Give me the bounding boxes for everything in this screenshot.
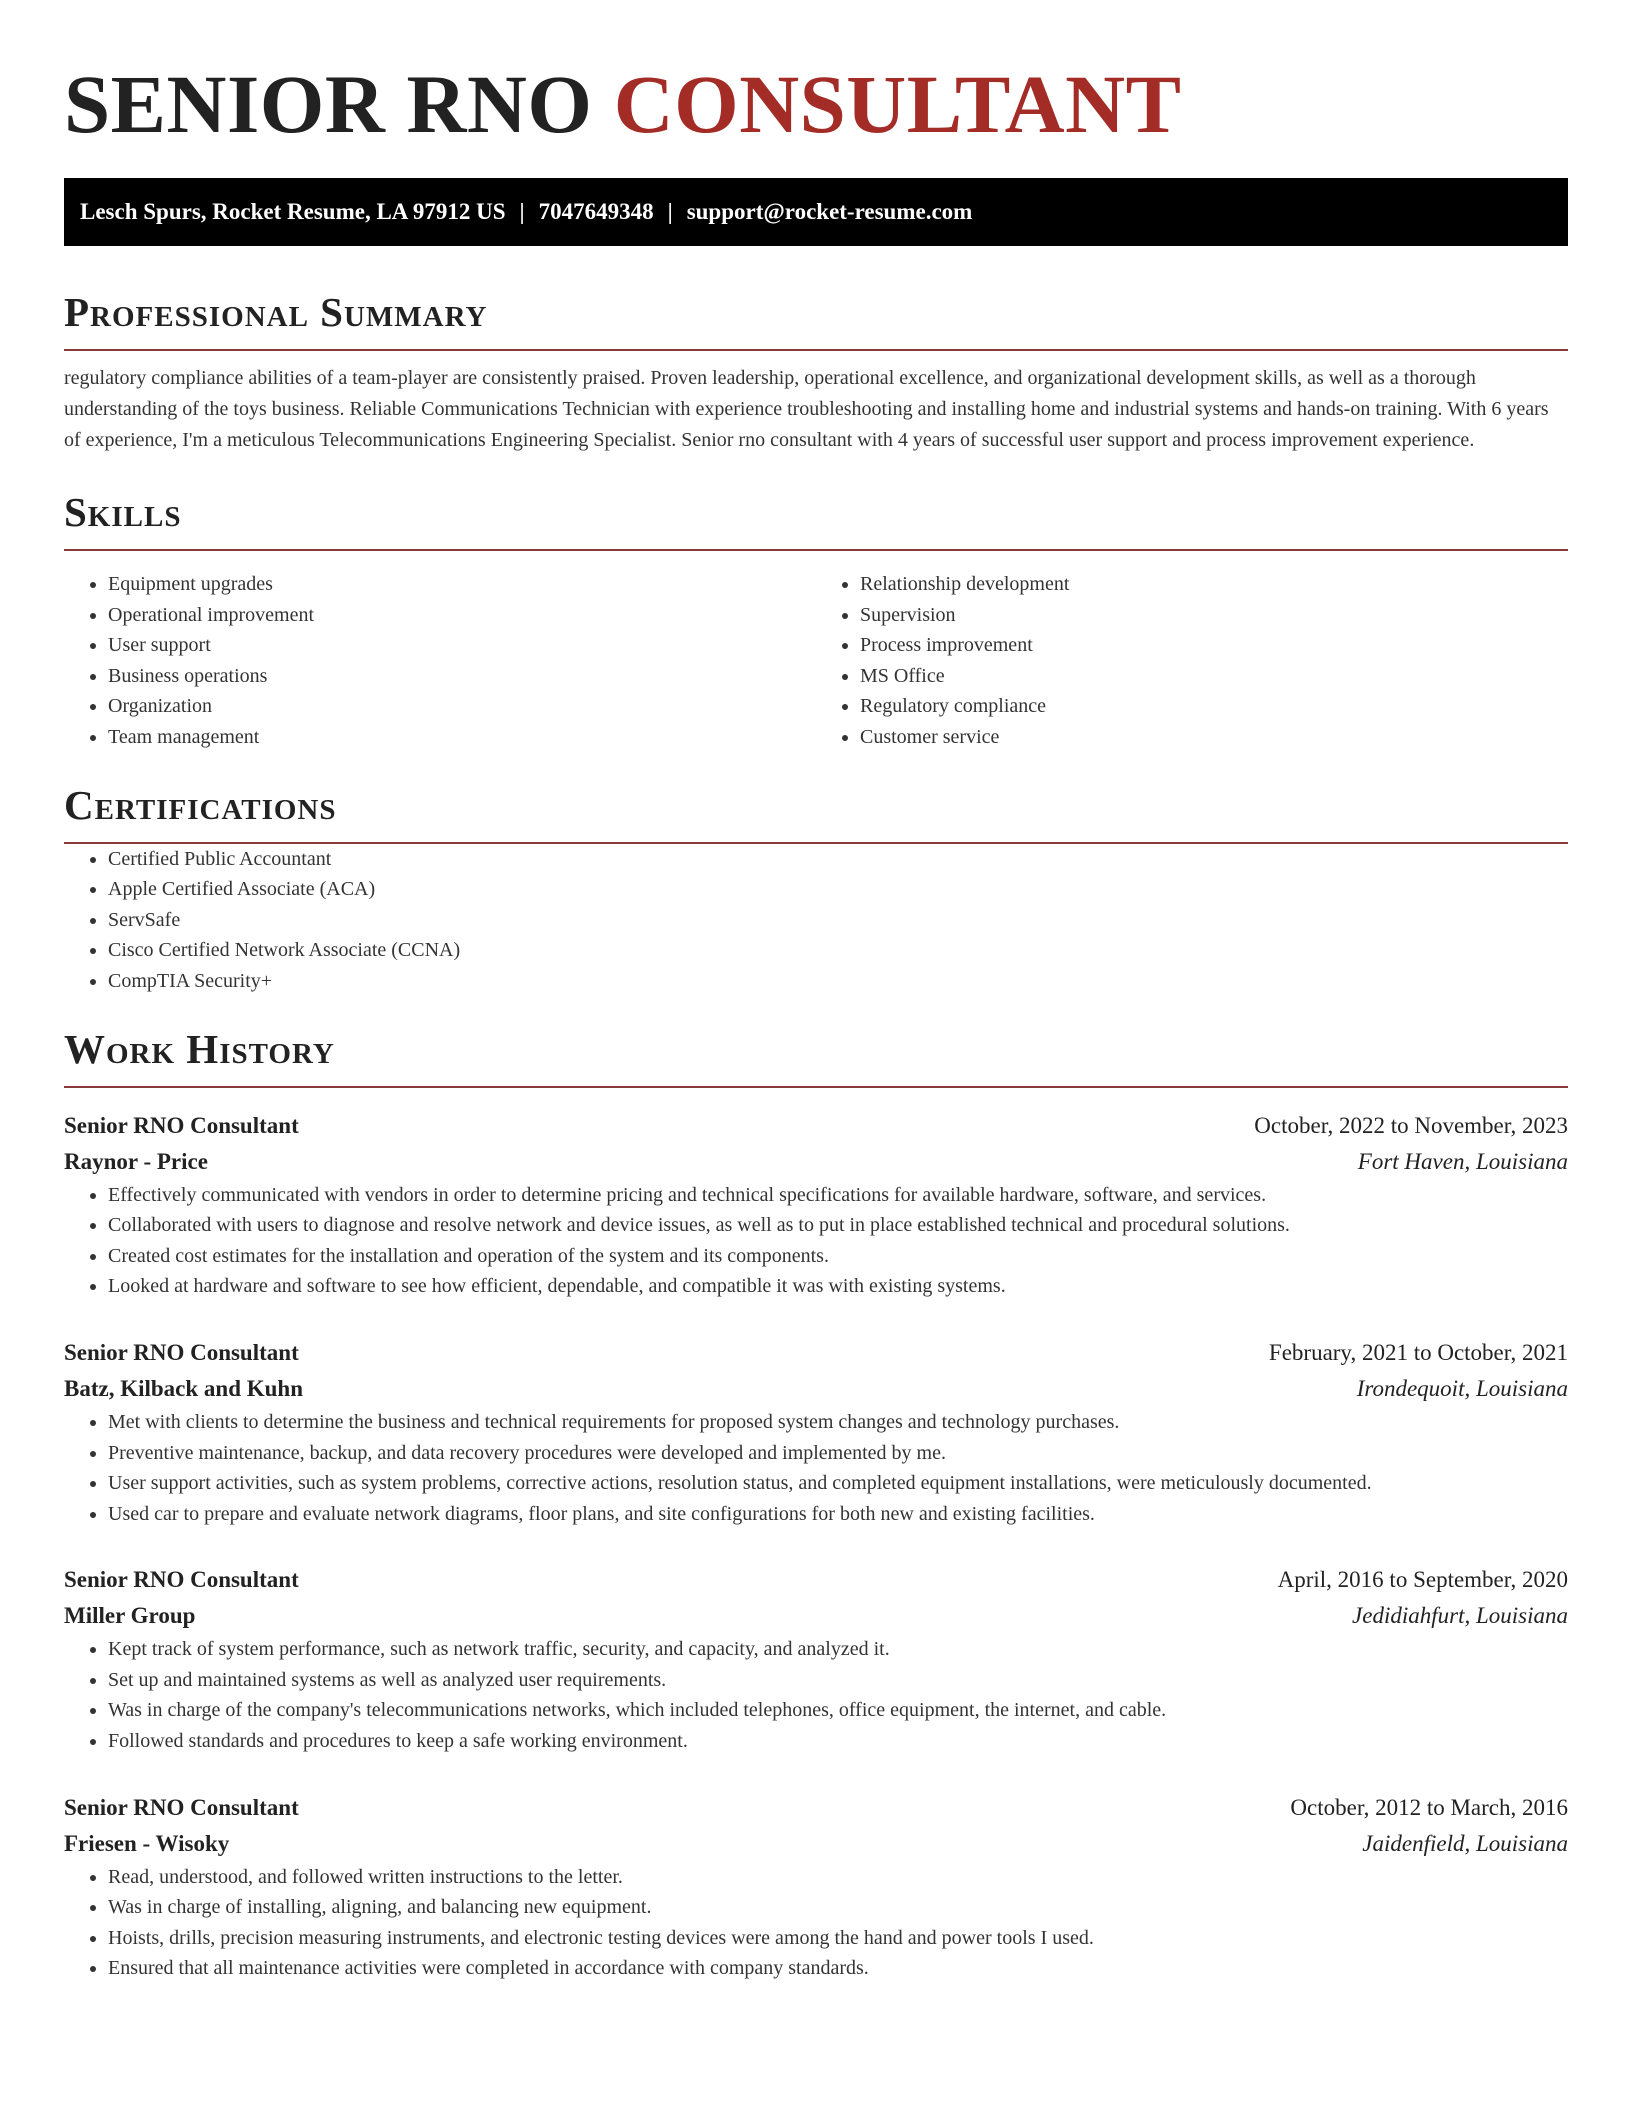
job-bullet: • Hoists, drills, precision measuring instruments, and electronic testing devices were among the hand and power tools I used. [108, 1923, 1568, 1954]
contact-separator: | [667, 199, 673, 224]
section-divider [64, 1086, 1568, 1088]
job-location: Jaidenfield, Louisiana [1362, 1830, 1568, 1856]
skill-item: • Operational improvement [108, 600, 816, 631]
job-dates: February, 2021 to October, 2021 [1268, 1339, 1568, 1365]
contact-phone: 7047649348 [538, 199, 654, 224]
section-divider [64, 549, 1568, 551]
job-bullet: • Followed standards and procedures to keep a safe working environment. [108, 1726, 1568, 1757]
job-bullet: • Looked at hardware and software to see how efficient, dependable, and compatible it was with existing systems. [108, 1271, 1568, 1302]
job-entry [64, 1108, 1568, 1302]
page-title [64, 0, 1568, 152]
job-entry [64, 1790, 1568, 1984]
skill-item: • Team management [108, 722, 816, 753]
job-company: Raynor - Price [64, 1148, 208, 1174]
contact-bar [64, 178, 1568, 246]
job-bullet: • Read, understood, and followed written instructions to the letter. [108, 1862, 1568, 1893]
section-title-summary: Professional Summary [64, 289, 488, 335]
job-bullets [64, 1634, 1568, 1756]
skill-item: • User support [108, 630, 816, 661]
job-bullet: • Collaborated with users to diagnose and resolve network and device issues, as well as to put in place established technical and procedural solutions. [108, 1210, 1568, 1241]
certification-item: • Cisco Certified Network Associate (CCNA) [108, 935, 1568, 966]
job-bullet: • Effectively communicated with vendors in order to determine pricing and technical specifications for available hardware, software, and services. [108, 1180, 1568, 1211]
certification-item: • CompTIA Security+ [108, 966, 1568, 997]
skills-list-left [64, 569, 816, 753]
job-bullet: • Created cost estimates for the installation and operation of the system and its components. [108, 1241, 1568, 1272]
job-title: Senior RNO Consultant [64, 1794, 299, 1820]
job-bullet: • Met with clients to determine the business and technical requirements for proposed system changes and technology purchases. [108, 1407, 1568, 1438]
contact-email[interactable]: support@rocket-resume.com [686, 199, 973, 224]
section-divider [64, 349, 1568, 351]
skill-item: • Regulatory compliance [860, 691, 1568, 722]
job-bullet: • User support activities, such as system problems, corrective actions, resolution status, and completed equipment installations, were meticulously documented. [108, 1468, 1568, 1499]
job-bullet: • Was in charge of the company's telecommunications networks, which included telephones, office equipment, the internet, and cable. [108, 1695, 1568, 1726]
certifications-list [64, 844, 1568, 997]
skill-item: • Organization [108, 691, 816, 722]
job-dates: October, 2022 to November, 2023 [1254, 1112, 1568, 1138]
skill-item: • Equipment upgrades [108, 569, 816, 600]
summary-text: regulatory compliance abilities of a team-player are consistently praised. Proven leadership, operational excellence, and organizational development skills, as well as a thorough understanding of the toys business. Reliable Communications Technician with experience troubleshooting and installing home and industrial systems and hands-on training. With 6 years of experience, I'm a meticulous Telecommunications Engineering Specialist. Senior rno consultant with 4 years of successful user support and process improvement experience. [64, 367, 1549, 451]
certification-item: • Apple Certified Associate (ACA) [108, 874, 1568, 905]
skill-item: • MS Office [860, 661, 1568, 692]
section-title-skills: Skills [64, 489, 182, 535]
job-location: Jedidiahfurt, Louisiana [1352, 1603, 1568, 1629]
skills-list-right [816, 569, 1568, 753]
job-entry [64, 1335, 1568, 1529]
job-company: Friesen - Wisoky [64, 1830, 230, 1856]
job-title: Senior RNO Consultant [64, 1112, 299, 1138]
job-company: Miller Group [64, 1603, 196, 1629]
job-location: Irondequoit, Louisiana [1356, 1375, 1568, 1401]
job-bullet: • Ensured that all maintenance activities were completed in accordance with company standards. [108, 1953, 1568, 1984]
certification-item: • Certified Public Accountant [108, 844, 1568, 875]
name-first: SENIOR RNO [64, 58, 593, 150]
job-location: Fort Haven, Louisiana [1357, 1148, 1568, 1174]
skill-item: • Process improvement [860, 630, 1568, 661]
name-accent: CONSULTANT [613, 58, 1182, 150]
job-title: Senior RNO Consultant [64, 1567, 299, 1593]
job-bullet: • Preventive maintenance, backup, and data recovery procedures were developed and implemented by me. [108, 1438, 1568, 1469]
skill-item: • Customer service [860, 722, 1568, 753]
job-bullets [64, 1180, 1568, 1302]
job-bullets [64, 1407, 1568, 1529]
section-title-work-history: Work History [64, 1025, 335, 1072]
contact-separator: | [519, 199, 525, 224]
job-bullet: • Was in charge of installing, aligning, and balancing new equipment. [108, 1892, 1568, 1923]
contact-address: Lesch Spurs, Rocket Resume, LA 97912 US [80, 199, 506, 224]
job-bullet: • Kept track of system performance, such as network traffic, security, and capacity, and analyzed it. [108, 1634, 1568, 1665]
skill-item: • Relationship development [860, 569, 1568, 600]
skill-item: • Business operations [108, 661, 816, 692]
certification-item: • ServSafe [108, 905, 1568, 936]
skills-columns [64, 569, 1568, 753]
job-bullet: • Used car to prepare and evaluate network diagrams, floor plans, and site configurations for both new and existing facilities. [108, 1499, 1568, 1530]
job-bullets [64, 1862, 1568, 1984]
skill-item: • Supervision [860, 600, 1568, 631]
job-company: Batz, Kilback and Kuhn [64, 1375, 304, 1401]
job-title: Senior RNO Consultant [64, 1339, 299, 1365]
job-entry [64, 1562, 1568, 1756]
job-bullet: • Set up and maintained systems as well as analyzed user requirements. [108, 1665, 1568, 1696]
job-dates: April, 2016 to September, 2020 [1277, 1567, 1568, 1593]
section-title-certifications: Certifications [64, 781, 337, 828]
job-dates: October, 2012 to March, 2016 [1290, 1794, 1568, 1820]
